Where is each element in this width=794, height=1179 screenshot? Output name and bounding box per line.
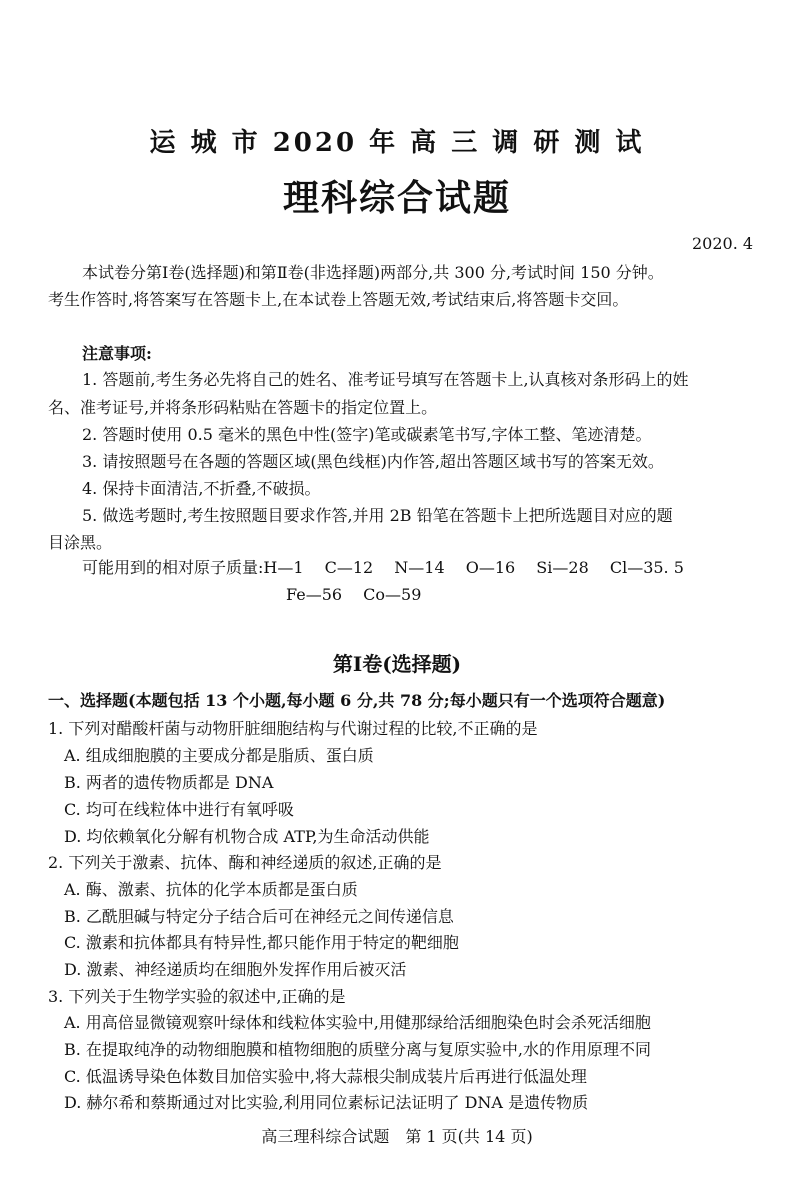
notice-line: 2. 答题时使用 0.5 毫米的黑色中性(签字)笔或碳素笔书写,字体工整、笔迹清楚。 bbox=[82, 425, 652, 444]
question-option: D. 均依赖氧化分解有机物合成 ATP,为生命活动供能 bbox=[64, 827, 430, 846]
question-option: C. 低温诱导染色体数目加倍实验中,将大蒜根尖制成装片后再进行低温处理 bbox=[64, 1067, 587, 1086]
atomic-mass-line: 可能用到的相对原子质量:H—1 C—12 N—14 O—16 Si—28 Cl—35. 5 bbox=[82, 558, 684, 577]
question-option: A. 用高倍显微镜观察叶绿体和线粒体实验中,用健那绿给活细胞染色时会杀死活细胞 bbox=[64, 1013, 651, 1032]
notice-line: 名、准考证号,并将条形码粘贴在答题卡的指定位置上。 bbox=[48, 398, 438, 417]
notice-line: 5. 做选考题时,考生按照题目要求作答,并用 2B 铅笔在答题卡上把所选题目对应的题 bbox=[82, 506, 673, 525]
notice-line: 目涂黑。 bbox=[48, 533, 113, 552]
section-title: 第Ⅰ卷(选择题) bbox=[332, 652, 462, 676]
question-stem: 3. 下列关于生物学实验的叙述中,正确的是 bbox=[48, 987, 346, 1006]
atomic-mass-line: Fe—56 Co—59 bbox=[286, 585, 422, 604]
question-option: B. 在提取纯净的动物细胞膜和植物细胞的质壁分离与复原实验中,水的作用原理不同 bbox=[64, 1040, 652, 1059]
question-option: D. 赫尔希和蔡斯通过对比实验,利用同位素标记法证明了 DNA 是遗传物质 bbox=[64, 1093, 589, 1112]
notice-line: 4. 保持卡面清洁,不折叠,不破损。 bbox=[82, 479, 321, 498]
question-option: B. 两者的遗传物质都是 DNA bbox=[64, 773, 274, 792]
question-option: D. 激素、神经递质均在细胞外发挥作用后被灭活 bbox=[64, 960, 407, 979]
page-footer: 高三理科综合试题 第 1 页(共 14 页) bbox=[261, 1127, 533, 1146]
exam-title: 运 城 市 2020 年 高 三 调 研 测 试 bbox=[149, 128, 645, 158]
notice-heading: 注意事项: bbox=[82, 344, 152, 363]
notice-line: 1. 答题前,考生务必先将自己的姓名、准考证号填写在答题卡上,认真核对条形码上的姓 bbox=[82, 370, 689, 389]
intro-line: 考生作答时,将答案写在答题卡上,在本试卷上答题无效,考试结束后,将答题卡交回。 bbox=[48, 290, 629, 309]
exam-subtitle: 理科综合试题 bbox=[282, 177, 511, 219]
section-instruction: 一、选择题(本题包括 13 个小题,每小题 6 分,共 78 分;每小题只有一个选项符合题意) bbox=[48, 691, 666, 710]
notice-line: 3. 请按照题号在各题的答题区域(黑色线框)内作答,超出答题区域书写的答案无效。 bbox=[82, 452, 664, 471]
question-option: A. 酶、激素、抗体的化学本质都是蛋白质 bbox=[64, 880, 358, 899]
question-option: B. 乙酰胆碱与特定分子结合后可在神经元之间传递信息 bbox=[64, 907, 454, 926]
question-option: C. 激素和抗体都具有特异性,都只能作用于特定的靶细胞 bbox=[64, 933, 459, 952]
question-stem: 1. 下列对醋酸杆菌与动物肝脏细胞结构与代谢过程的比较,不正确的是 bbox=[48, 719, 538, 738]
question-option: A. 组成细胞膜的主要成分都是脂质、蛋白质 bbox=[64, 746, 374, 765]
question-option: C. 均可在线粒体中进行有氧呼吸 bbox=[64, 800, 294, 819]
exam-date: 2020. 4 bbox=[692, 234, 754, 253]
intro-line: 本试卷分第Ⅰ卷(选择题)和第Ⅱ卷(非选择题)两部分,共 300 分,考试时间 150 分钟。 bbox=[82, 263, 664, 282]
question-stem: 2. 下列关于激素、抗体、酶和神经递质的叙述,正确的是 bbox=[48, 853, 442, 872]
